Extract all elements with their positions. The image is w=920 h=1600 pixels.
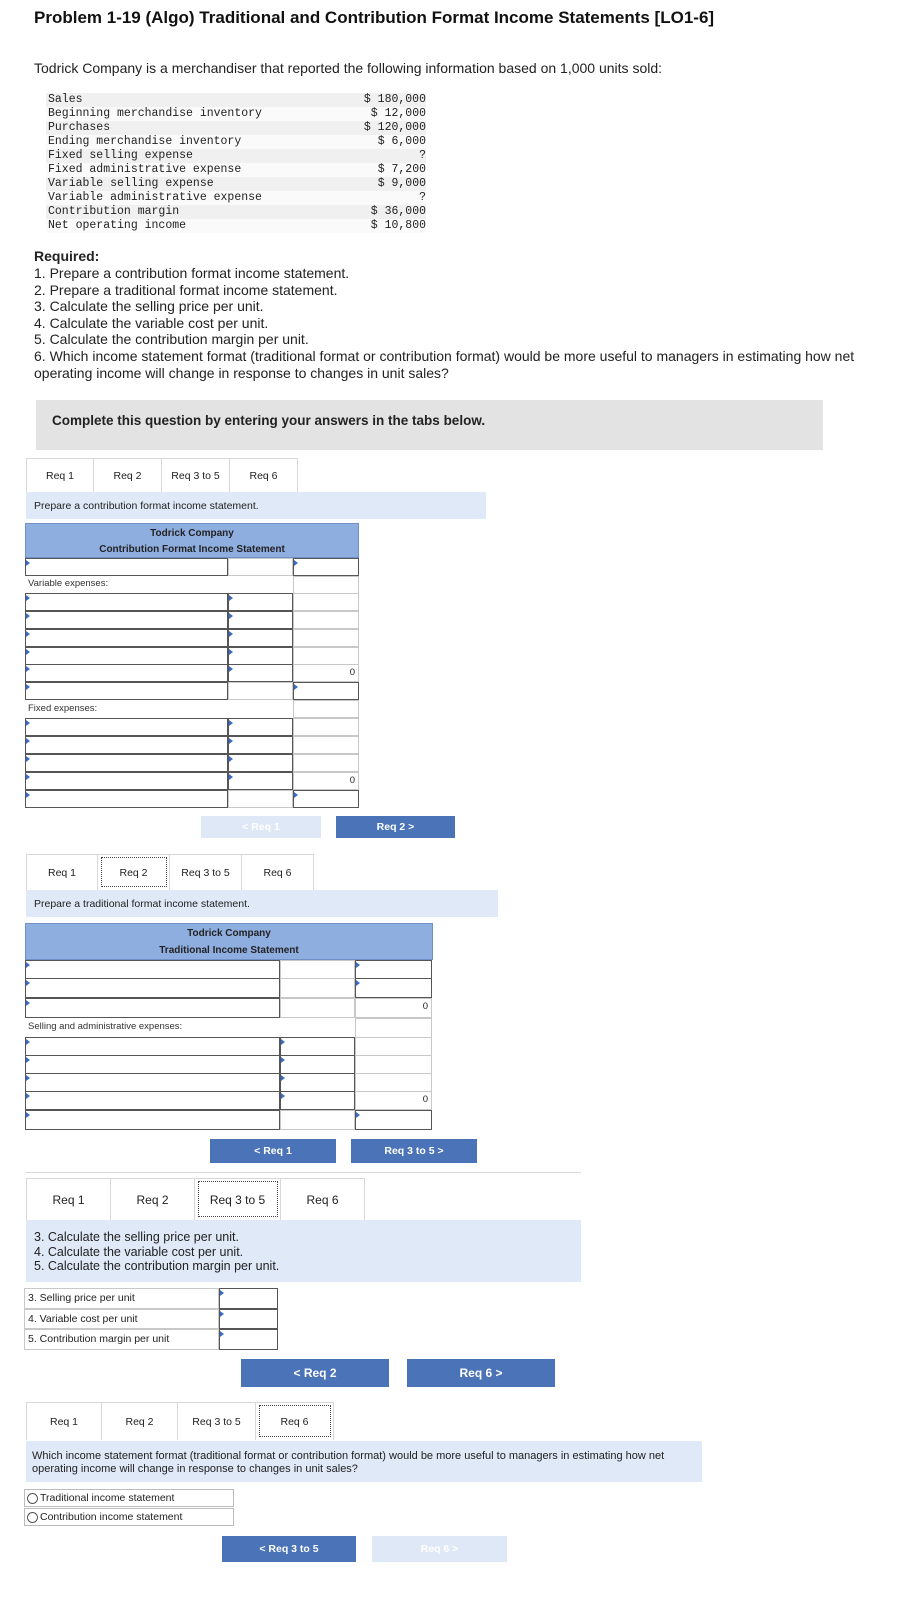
radio-button-icon[interactable] [27,1512,38,1523]
required-item: 4. Calculate the variable cost per unit. [34,314,269,331]
tab-req-1[interactable]: Req 1 [26,458,94,492]
required-item: 3. Calculate the selling price per unit. [34,298,264,315]
blank-cell [280,998,355,1018]
amount-input[interactable] [280,1091,355,1110]
data-row: Variable administrative expense ? [48,191,426,204]
tab-bar [26,1402,334,1440]
instruction-bar: Prepare a traditional format income statement. [26,890,498,917]
amount-input[interactable] [355,1110,432,1130]
instruction-bar: Which income statement format (traditional format or contribution format) would be more useful to managers in estimating how net operating income will change in response to changes in unit sales? [26,1441,702,1482]
variable-expenses-label: Variable expenses: [28,578,109,589]
line-item-label-input[interactable] [25,736,228,754]
prev-req-1-button[interactable]: < Req 1 [210,1139,336,1163]
line-item-label-input[interactable] [25,682,228,700]
tab-req-3-to-5[interactable]: Req 3 to 5 [170,854,242,890]
line-item-label-input[interactable] [25,593,228,611]
blank-cell [293,629,359,647]
blank-cell [228,682,293,700]
line-item-label-input[interactable] [25,664,228,682]
blank-cell [293,754,359,772]
total-variable-value: 0 [293,664,359,682]
blank-cell [293,736,359,754]
radio-option-contribution[interactable]: Contribution income statement [24,1508,234,1526]
blank-cell [293,593,359,611]
amount-input[interactable] [355,960,432,980]
blank-cell [355,1073,432,1092]
blank-cell [280,960,355,980]
prev-req-3-to-5-button[interactable]: < Req 3 to 5 [222,1536,356,1562]
next-req-3-to-5-button[interactable]: Req 3 to 5 > [351,1139,477,1163]
tab-req-1[interactable]: Req 1 [26,1178,111,1220]
divider [26,1172,581,1173]
blank-cell [228,790,293,808]
radio-button-icon[interactable] [27,1493,38,1504]
amount-input[interactable] [293,558,359,576]
given-data-table [46,93,426,233]
prev-req-2-button[interactable]: < Req 2 [241,1359,389,1387]
blank-cell [355,1055,432,1074]
blank-cell [280,1110,355,1130]
data-row: Beginning merchandise inventory $ 12,000 [48,107,426,120]
line-item-label-input[interactable] [25,1037,280,1056]
line-item-label-input[interactable] [25,754,228,772]
next-req-2-button[interactable]: Req 2 > [336,816,455,838]
contribution-margin-input[interactable] [219,1329,278,1350]
required-heading: Required: [34,248,100,264]
amount-input[interactable] [228,772,293,790]
required-item: 6. Which income statement format (traditional format or contribution format) would be more useful to managers in estimating how net operating income will change in response to changes in unit sales? [34,347,855,381]
tab-req-2[interactable]: Req 2 [98,854,170,890]
data-row: Contribution margin $ 36,000 [48,205,426,218]
statement-header: Todrick Company Traditional Income Statement [25,923,433,960]
tab-req-6[interactable]: Req 6 [230,458,298,492]
data-row: Fixed selling expense ? [48,149,426,162]
line-item-label-input[interactable] [25,772,228,790]
amount-input[interactable] [228,736,293,754]
tab-req-6[interactable]: Req 6 [242,854,314,890]
total-fixed-value: 0 [293,772,359,790]
instruction-bar: Prepare a contribution format income statement. [26,492,486,519]
amount-input[interactable] [228,593,293,611]
tab-req-3-to-5[interactable]: Req 3 to 5 [195,1178,281,1220]
tab-bar [26,854,314,890]
line-item-label-input[interactable] [25,558,228,576]
line-item-label-input[interactable] [25,1055,280,1074]
total-sga-value: 0 [355,1091,432,1110]
complete-banner: Complete this question by entering your answers in the tabs below. [36,400,823,450]
page-title: Problem 1-19 (Algo) Traditional and Contribution Format Income Statements [LO1-6] [34,8,715,27]
statement-header: Todrick Company Contribution Format Income Statement [25,523,359,558]
blank-cell [280,978,355,998]
gross-margin-value: 0 [355,998,432,1018]
variable-cost-input[interactable] [219,1309,278,1329]
blank-cell [293,576,359,594]
tab-req-2[interactable]: Req 2 [111,1178,195,1220]
amount-input[interactable] [280,1073,355,1092]
amount-input[interactable] [293,790,359,808]
fixed-expenses-label: Fixed expenses: [28,703,98,714]
line-item-label-input[interactable] [25,718,228,736]
line-item-label-input[interactable] [25,629,228,647]
line-item-label-input[interactable] [25,978,280,998]
line-item-label-input[interactable] [25,611,228,629]
required-item: 1. Prepare a contribution format income statement. [34,265,350,281]
blank-cell [293,700,359,718]
blank-cell [228,558,293,576]
tab-req-3-to-5[interactable]: Req 3 to 5 [162,458,230,492]
blank-cell [293,647,359,665]
amount-input[interactable] [228,647,293,665]
next-req-6-button[interactable]: Req 6 > [407,1359,555,1387]
contribution-margin-label: 5. Contribution margin per unit [24,1329,219,1350]
prev-req-1-button[interactable]: < Req 1 [201,816,321,838]
amount-input[interactable] [228,718,293,736]
line-item-label-input[interactable] [25,790,228,808]
tab-bar [26,1178,365,1220]
tab-req-6[interactable]: Req 6 [281,1178,365,1220]
tab-req-2[interactable]: Req 2 [102,1402,178,1440]
selling-price-label: 3. Selling price per unit [24,1288,219,1309]
data-row: Variable selling expense $ 9,000 [48,177,426,190]
tab-bar [26,458,298,492]
blank-cell [293,718,359,736]
amount-input[interactable] [228,754,293,772]
line-item-label-input[interactable] [25,1091,280,1110]
tab-req-1[interactable]: Req 1 [26,854,98,890]
radio-option-traditional[interactable]: Traditional income statement [24,1489,234,1507]
line-item-label-input[interactable] [25,998,280,1018]
selling-price-input[interactable] [219,1288,278,1309]
instruction-bar: 3. Calculate the selling price per unit. 4. Calculate the variable cost per unit. 5. Calculate the contribution margin per unit. [26,1220,581,1282]
amount-input[interactable] [280,1037,355,1056]
required-list [34,265,894,381]
sga-label: Selling and administrative expenses: [28,1021,183,1032]
line-item-label-input[interactable] [25,1110,280,1130]
data-row: Fixed administrative expense $ 7,200 [48,163,426,176]
tab-req-6[interactable]: Req 6 [256,1402,334,1440]
blank-cell [355,1037,432,1056]
amount-input[interactable] [293,682,359,700]
data-row: Sales $ 180,000 [48,93,426,106]
line-item-label-input[interactable] [25,960,280,980]
blank-cell [355,1018,432,1038]
tab-req-2[interactable]: Req 2 [94,458,162,492]
amount-input[interactable] [355,978,432,998]
data-row: Ending merchandise inventory $ 6,000 [48,135,426,148]
tab-req-3-to-5[interactable]: Req 3 to 5 [178,1402,256,1440]
required-item: 5. Calculate the contribution margin per unit. [34,331,309,348]
amount-input[interactable] [280,1055,355,1074]
line-item-label-input[interactable] [25,1073,280,1092]
amount-input[interactable] [228,611,293,629]
tab-req-1[interactable]: Req 1 [26,1402,102,1440]
required-item: 2. Prepare a traditional format income statement. [34,281,338,298]
data-row: Net operating income $ 10,800 [48,219,426,232]
blank-cell [293,611,359,629]
line-item-label-input[interactable] [25,647,228,665]
amount-input[interactable] [228,664,293,682]
intro-text: Todrick Company is a merchandiser that reported the following information based on 1,000 units sold: [34,60,663,76]
data-row: Purchases $ 120,000 [48,121,426,134]
variable-cost-label: 4. Variable cost per unit [24,1309,219,1329]
next-req-6-button-disabled[interactable]: Req 6 > [372,1536,507,1562]
amount-input[interactable] [228,629,293,647]
